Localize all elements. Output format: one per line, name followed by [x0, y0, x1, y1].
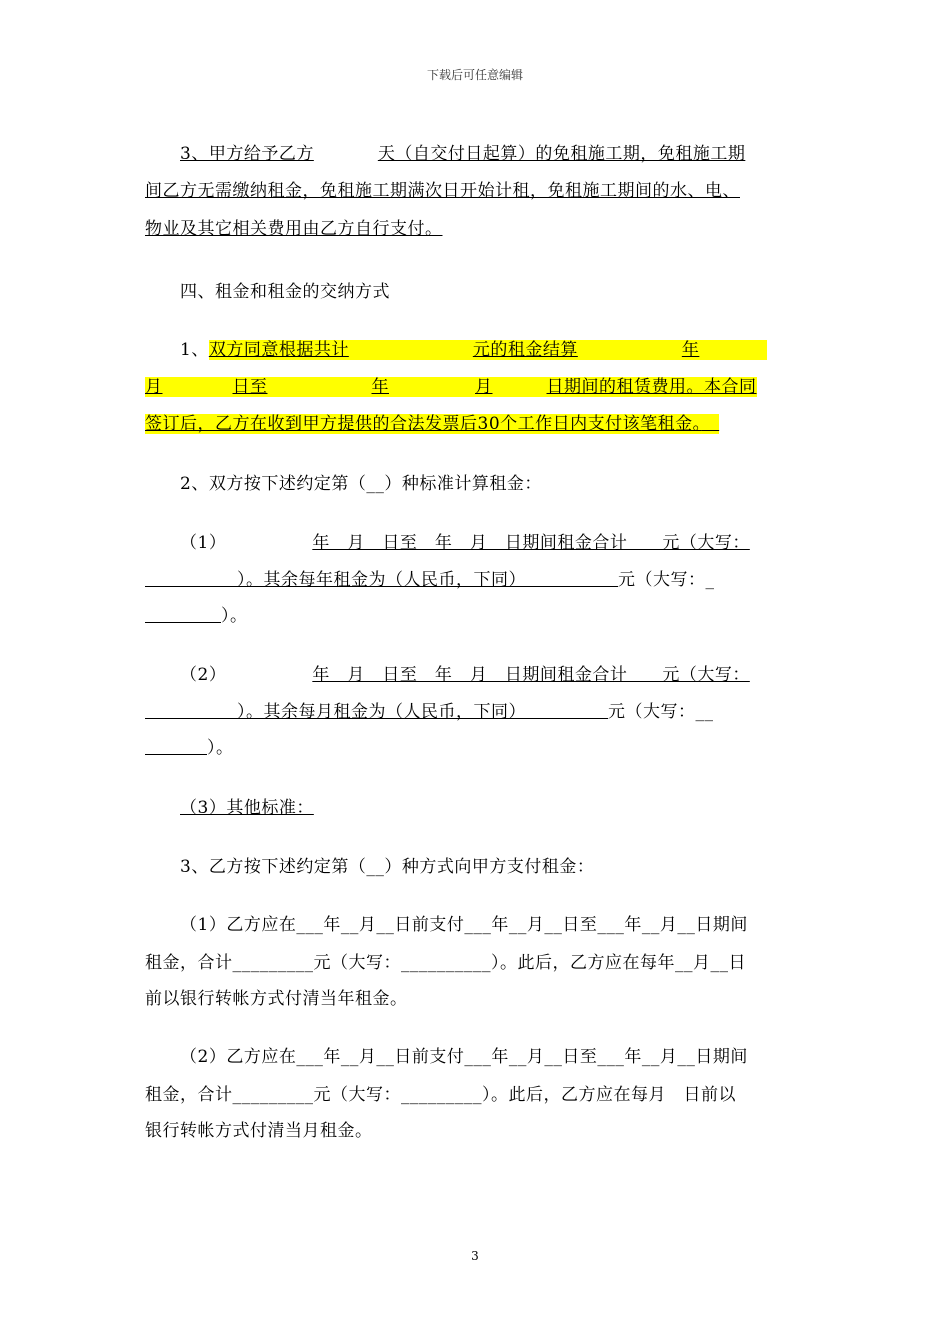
method-2-line-2: 租金，合计_________元（大写：_________）。此后，乙方应在每月 日前以	[145, 1085, 736, 1105]
standard-option-2-line-2: ）。其余每月租金为（人民币，下同） 元（大写：__	[145, 699, 805, 725]
standard-option-3: （3）其他标准：	[180, 798, 314, 818]
section-heading-4: 四、租金和租金的交纳方式	[180, 282, 390, 302]
payment-method-title: 3、乙方按下述约定第（__）种方式向甲方支付租金：	[180, 857, 595, 877]
clause-3-line-2: 间乙方无需缴纳租金，免租施工期满次日开始计租，免租施工期间的水、电、	[145, 181, 740, 201]
method-2-line-3: 银行转帐方式付清当月租金。	[145, 1121, 373, 1141]
page-number: 3	[471, 1249, 479, 1263]
rent-standard-title: 2、双方按下述约定第（__）种标准计算租金：	[180, 474, 542, 494]
standard-option-1-line-2: ）。其余每年租金为（人民币，下同） 元（大写：_	[145, 567, 805, 593]
clause-3-line-1: 3、甲方给予乙方 天（自交付日起算）的免租施工期，免租施工期	[180, 144, 746, 164]
method-1-line-3: 前以银行转帐方式付清当年租金。	[145, 989, 408, 1009]
method-2-line-1: （2）乙方应在___年__月__日前支付___年__月__日至___年__月__日期间	[180, 1047, 748, 1067]
rent-clause-1-line-3: 签订后，乙方在收到甲方提供的合法发票后30个工作日内支付该笔租金。	[145, 411, 805, 437]
method-1-line-1: （1）乙方应在___年__月__日前支付___年__月__日至___年__月__日期间	[180, 915, 748, 935]
clause-3-line-3: 物业及其它相关费用由乙方自行支付。	[145, 219, 443, 239]
standard-option-1-line-3: ）。	[145, 603, 805, 629]
standard-option-2-line-3: ）。	[145, 735, 805, 761]
rent-clause-1-line-1: 1、双方同意根据共计 元的租金结算 年	[180, 337, 840, 363]
rent-clause-1-line-2: 月 日至 年 月 日期间的租赁费用。本合同	[145, 377, 757, 397]
standard-option-2-line-1: （2） 年 月 日至 年 月 日期间租金合计 元（大写：	[180, 665, 750, 685]
method-1-line-2: 租金，合计_________元（大写：__________）。此后，乙方应在每年__月__日	[145, 953, 746, 973]
page-header: 下载后可任意编辑	[426, 68, 523, 82]
standard-option-1-line-1: （1） 年 月 日至 年 月 日期间租金合计 元（大写：	[180, 533, 750, 553]
